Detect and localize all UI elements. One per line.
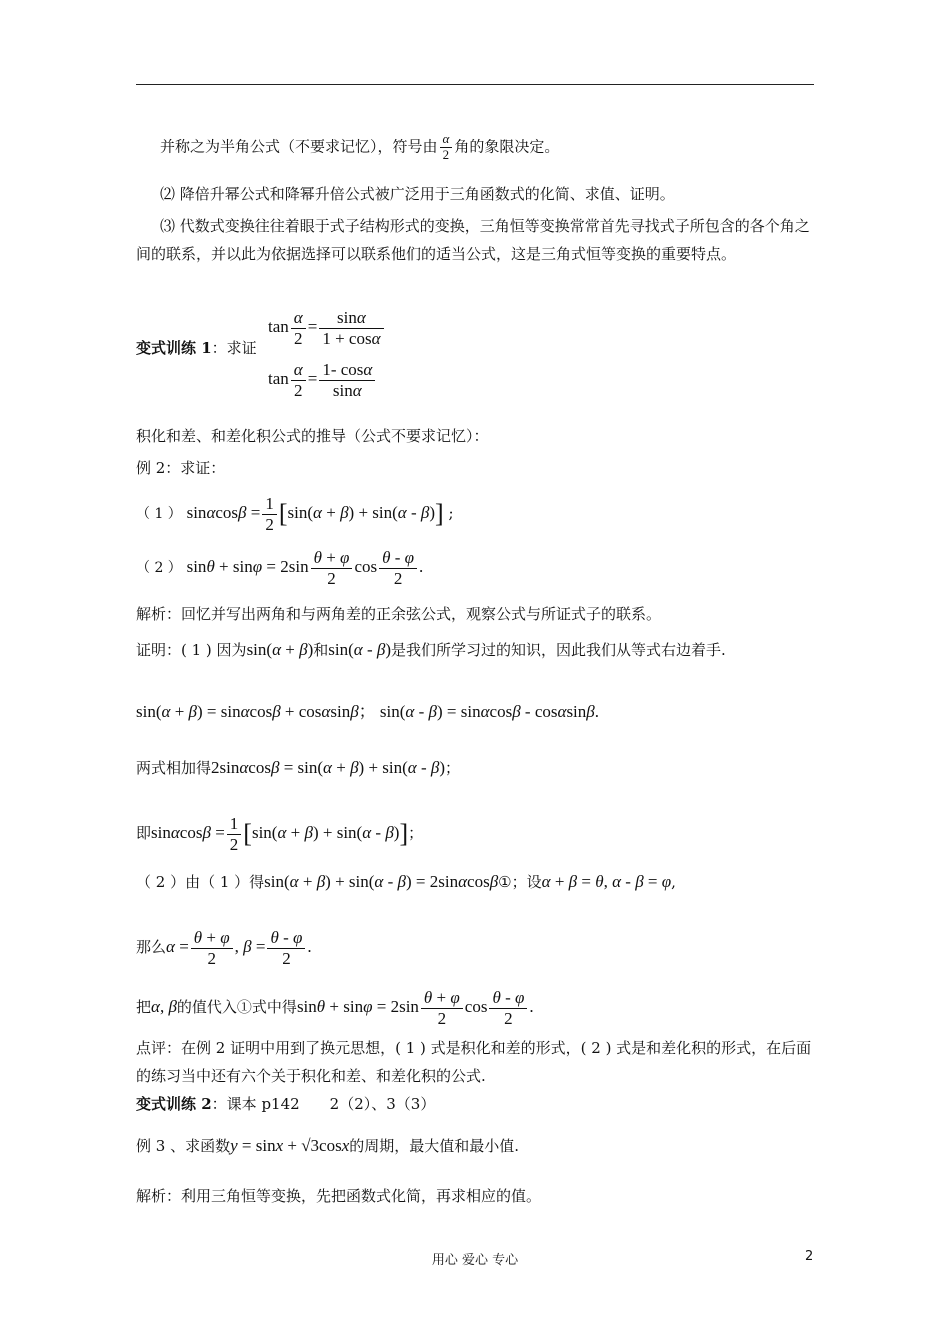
half-angle-line <box>160 132 840 163</box>
substitute-line: 把α, β的值代入①式中得sinθ + sinφ = 2sin $\frac{\theta + \varphi}{2}$ cos $\frac{\theta - \varphi}{2}$ . <box>136 988 534 1028</box>
exercise-label: 变式训练 1 <box>136 339 212 357</box>
example-2 <box>136 454 816 482</box>
footer: 用心 爱心 专心 <box>431 1253 519 1268</box>
step-2-line: （ 2 ）由（ 1 ）得sin(α + β) + sin(α - β) = 2sinαcosβ①；设α + β = θ, α - β = φ, <box>136 872 676 891</box>
text: 的值代入①式中得 <box>176 997 297 1016</box>
ji-line: 即sinαcosβ = $\frac{1}{2}$ [sin(α + β) + sin(α - β)]； <box>136 814 424 854</box>
para-2 <box>160 180 840 208</box>
header-rule <box>136 84 814 85</box>
text: 角的象限决定。 <box>454 137 560 156</box>
text: 例 2：求证： <box>136 459 226 477</box>
text: 是我们所学习过的知识，因此我们从等式右边着手. <box>391 641 726 659</box>
add-line: 两式相加得2sinαcosβ = sin(α + β) + sin(α - β)； <box>136 758 461 777</box>
text: 解析：回忆并写出两角和与两角差的正余弦公式，观察公式与所证式子的联系。 <box>136 605 662 623</box>
sum-diff-formulas: sin(α + β) = sinαcosβ + cosαsinβ； sin(α - β) = sinαcosβ - cosαsinβ. <box>136 702 599 721</box>
text: ①；设 <box>498 873 542 891</box>
example-3: 例 3 、求函数y = sinx + √3cosx的周期，最大值和最小值. <box>136 1136 520 1155</box>
text: （ 2 ）由（ 1 ）得 <box>136 873 265 891</box>
text: 即 <box>136 823 152 842</box>
text: 并称之为半角公式（不要求记忆），符号由 <box>160 137 438 156</box>
exercise-2 <box>136 1090 816 1118</box>
formula-tan-2: tan $\frac{\alpha}{2}$ = $\frac{1- \cos\alpha}{\sin\alpha}$ <box>268 360 948 400</box>
analysis-3 <box>136 1182 816 1210</box>
text: ：求证 <box>211 339 257 357</box>
text: 解析：利用三角恒等变换，先把函数式化简，再求相应的值。 <box>136 1187 542 1205</box>
text: 和 <box>313 641 329 659</box>
alpha-over-2: $\frac{\alpha}{2}$ <box>440 132 453 163</box>
text: ⑶ 代数式变换往往着眼于式子结构形式的变换，三角恒等变换常常首先寻找式子所包含的各个角之间的联系，并以此为依据选择可以联系他们的适当公式，这是三角式恒等变换的重要特点。 <box>136 217 810 263</box>
item-number: （ 1 ） <box>136 505 182 522</box>
formula-tan-1: tan $\frac{\alpha}{2}$ = $\frac{\sin\alpha}{1 + \cos\alpha}$ <box>268 308 948 348</box>
text: 证明：( 1 ) 因为 <box>136 641 247 659</box>
text: 点评：在例 2 证明中用到了换元思想，( 1 ) 式是积化和差的形式，( 2 ) 式是和差化积的形式，在后面的练习当中还有六个关于积化和差、和差化积的公式. <box>136 1039 812 1085</box>
exercise-label: 变式训练 2 <box>136 1095 212 1113</box>
text: ⑵ 降倍升幂公式和降幂升倍公式被广泛用于三角函数式的化简、求值、证明。 <box>160 185 675 203</box>
text: 的周期，最大值和最小值. <box>349 1137 520 1155</box>
eq-item-2: （ 2 ） sinθ + sinφ = 2sin $\frac{\theta + \varphi}{2}$ cos $\frac{\theta - \varphi}{2}$ . <box>136 548 424 588</box>
text: 那么 <box>136 937 167 956</box>
proof-line: 证明：( 1 ) 因为sin(α + β)和sin(α - β)是我们所学习过的知识，因此我们从等式右边着手. <box>136 640 726 659</box>
then-line: 那么α = $\frac{\theta + \varphi}{2}$ , β = $\frac{\theta - \varphi}{2}$ . <box>136 928 312 968</box>
text: 积化和差、和差化积公式的推导（公式不要求记忆）： <box>136 427 489 445</box>
text: 例 3 、求函数 <box>136 1137 231 1155</box>
item-number: （ 2 ） <box>136 559 182 576</box>
analysis-1 <box>136 600 816 628</box>
para-3 <box>136 212 818 268</box>
text: 两式相加得 <box>136 759 212 777</box>
text: ：课本 p142 2（2）、3（3） <box>211 1095 436 1113</box>
page-number: 2 <box>805 1249 814 1264</box>
text: 把 <box>136 997 152 1016</box>
comment <box>136 1034 818 1090</box>
para-4 <box>136 422 816 450</box>
eq-item-1: （ 1 ） sinαcosβ = $\frac{1}{2}$ [sin(α + β) + sin(α - β)] ; <box>136 494 454 534</box>
